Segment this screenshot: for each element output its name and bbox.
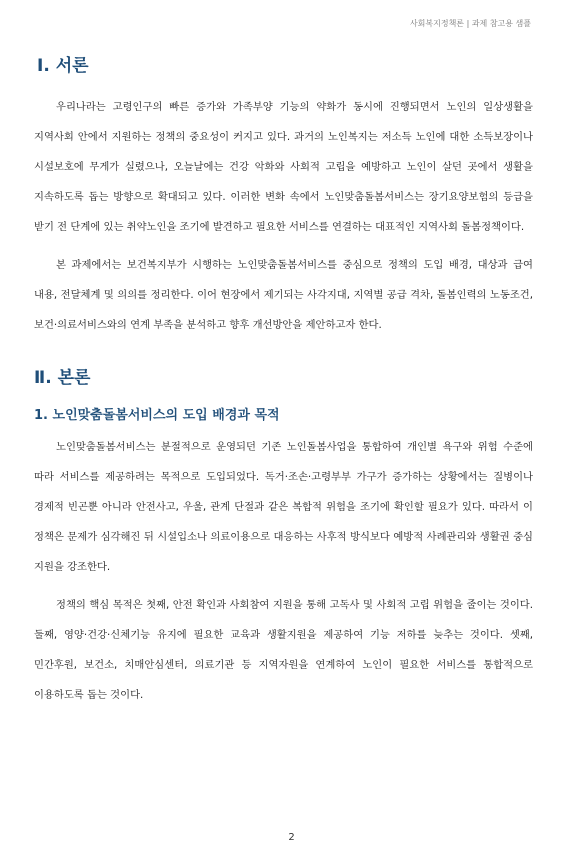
body-paragraph-1: 노인맞춤돌봄서비스는 분절적으로 운영되던 기존 노인돌봄사업을 통합하여 개인별 욕구와 위험 수준에 따라 서비스를 제공하려는 목적으로 도입되었다. 독거·조손·고령부부 가구가 증가하는 상황에서는 질병이나 경제적 빈곤뿐 아니라 안전사고, 우울, 관계 단절과 같은 복합적 위험을 조기에 확인할 필요가 있다. 따라서 이 정책은 문제가 심각해진 뒤 시설입소나 의료이용으로 대응하는 사후적 방식보다 예방적 사례관리와 생활권 중심 지원을 강조한다. — [34, 441, 534, 573]
page-content — [34, 52, 533, 710]
intro-paragraph-1: 우리나라는 고령인구의 빠른 증가와 가족부양 기능의 약화가 동시에 진행되면서 노인의 일상생활을 지역사회 안에서 지원하는 정책의 중요성이 커지고 있다. 과거의 노인복지는 저소득 노인에 대한 소득보장이나 시설보호에 무게가 실렸으나, 오늘날에는 건강 악화와 사회적 고립을 예방하고 노인이 살던 곳에서 생활을 지속하도록 돕는 방향으로 확대되고 있다. 이러한 변화 속에서 노인맞춤돌봄서비스는 장기요양보험의 등급을 받기 전 단계에 있는 취약노인을 조기에 발견하고 필요한 서비스를 연결하는 대표적인 지역사회 돌봄정책이다. — [34, 101, 533, 233]
running-header: 사회복지정책론 | 과제 참고용 샘플 — [409, 19, 531, 28]
page-number: 2 — [288, 832, 295, 843]
body-paragraph-2: 정책의 핵심 목적은 첫째, 안전 확인과 사회참여 지원을 통해 고독사 및 사회적 고립 위험을 줄이는 것이다. 둘째, 영양·건강·신체기능 유지에 필요한 교육과 생활지원을 제공하여 기능 저하를 늦추는 것이다. 셋째, 민간후원, 보건소, 치매안심센터, 의료기관 등 지역자원을 연계하여 노인이 필요한 서비스를 통합적으로 이용하도록 돕는 것이다. — [34, 599, 533, 701]
intro-paragraph-2: 본 과제에서는 보건복지부가 시행하는 노인맞춤돌봄서비스를 중심으로 정책의 도입 배경, 대상과 급여 내용, 전달체계 및 의의를 정리한다. 이어 현장에서 제기되는 사각지대, 지역별 공급 격차, 돌봄인력의 노동조건, 보건·의료서비스와의 연계 부족을 분석하고 향후 개선방안을 제안하고자 한다. — [34, 259, 533, 331]
subsection-heading-1: 1. 노인맞춤돌봄서비스의 도입 배경과 목적 — [34, 408, 280, 423]
section-heading-body: Ⅱ. 본론 — [34, 368, 91, 388]
section-heading-intro: Ⅰ. 서론 — [37, 56, 89, 76]
